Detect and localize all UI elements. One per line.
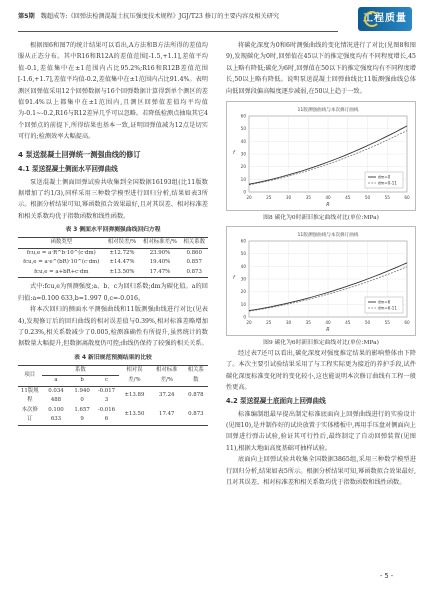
- table-cell: 37.24: [159, 392, 175, 399]
- x-tick-label: 60: [404, 320, 410, 326]
- x-tick-label: 40: [325, 320, 331, 326]
- legend-label: dm=6-11: [378, 305, 397, 311]
- y-tick-label: 60: [240, 113, 246, 119]
- header-rule: [18, 31, 338, 32]
- y-tick-label: 60: [240, 238, 246, 244]
- paragraph: 将本次回归的侧面水平测强曲线和11版测强曲线进行对比(见表4),发现修订后的回归曲线的相对误差值与0.39%,相对标准差略增加了0.23%,相关系数减少了0.005,检测准确性有所提升,虽然统计的数据数量大幅提升,但数据离散度仍可控;曲线仍保持了较强的相关关系。: [18, 306, 208, 348]
- paragraph: 式中:fcu,e为预测强度;a、b、c为回归系数;dm为碳化值。a的回归值:a=0.100 633,b=1.997 0,c=-0.016。: [18, 283, 208, 302]
- y-tick-label: 10: [240, 301, 246, 307]
- table-cell: 0.860: [186, 249, 202, 256]
- y-tick-label: 50: [240, 251, 246, 257]
- paragraph: 经过表7还可以看出,碳化深度对强度推定结果的影响整体由下降了。本次主要引试验结果采用了与工程实际更为接近的养护手段,试件碳化深度标准变化时的变化较小,这也能说明本次修订曲线有工程一般性更高。: [226, 350, 416, 392]
- x-axis-label: R: [326, 327, 330, 334]
- x-tick-label: 25: [266, 320, 272, 326]
- table-cell: fcu,e = a·R^b·10^(c·dm): [26, 249, 96, 256]
- subsection-heading: 4.1 泵送混凝土侧面水平回弹曲线: [18, 164, 118, 173]
- figure-legend-title: 11版测强曲线与本次修订曲线: [297, 233, 359, 239]
- figure-8: [226, 101, 416, 211]
- table-cell: ±14.47%: [109, 259, 135, 266]
- table-cell: 本次修订: [18, 406, 42, 426]
- subsection-heading: 4.2 泵送混凝土底面向上回弹曲线: [226, 396, 326, 405]
- y-tick-label: 30: [240, 151, 246, 157]
- right-column: [226, 40, 416, 489]
- x-tick-label: 50: [364, 195, 371, 201]
- x-tick-label: 60: [404, 195, 410, 201]
- table-header: 相对误差/%: [105, 238, 140, 249]
- x-tick-label: 50: [364, 320, 371, 326]
- journal-logo: 工程质量: [358, 7, 412, 31]
- table-cell: 0.873: [180, 268, 208, 278]
- x-tick-label: 55: [384, 320, 390, 326]
- table-cell: 19.40%: [149, 259, 171, 266]
- y-axis-label: f: [233, 150, 235, 157]
- table-header: a: [42, 376, 71, 387]
- table-cell: 1.657 9: [70, 406, 93, 426]
- y-tick-label: 0: [243, 314, 246, 320]
- table-header: b: [70, 376, 93, 387]
- x-axis-label: R: [326, 202, 330, 209]
- table-cell: 0.100 633: [42, 406, 71, 426]
- y-tick-label: 40: [240, 263, 246, 269]
- table-cell: fcu,e = a+bR+c·dm: [18, 268, 105, 278]
- header-title: 魏超成等:《回弹法检测混凝土抗压强度技术规程》JGJ/T23 修订的主要内容及相关研究: [40, 13, 280, 20]
- table-cell: ±13.50%: [105, 268, 140, 278]
- table-header: 相对误差/%: [119, 365, 150, 386]
- issue-label: 第5期: [18, 13, 35, 20]
- y-tick-label: 0: [243, 189, 246, 195]
- y-tick-label: 50: [240, 126, 246, 132]
- table-cell: 0.857: [186, 259, 202, 266]
- table-header: 相关系数: [180, 238, 208, 249]
- x-tick-label: 45: [345, 320, 351, 326]
- legend-label: dm=6: [378, 299, 391, 305]
- fig9-plot: [227, 227, 416, 335]
- x-tick-label: 55: [384, 195, 390, 201]
- fig8-plot: [227, 102, 416, 210]
- legend-label: dm=0-11: [378, 180, 397, 186]
- table-row: [18, 258, 208, 268]
- x-tick-label: 45: [345, 195, 351, 201]
- paragraph: 根据图6和图7的统计结果可以看出,A方法和B方法所得的差值均服从正态分布。其中R16和R12A的差值范围[-1.5,+1.1],差值平均值-0.1,差值集中在±1范围内占比95.2%;R16和R12B差值范围[-1.6,+1.7],差值平均值-0.2,差值集中在±1范围内占比91.4%。表明测区回弹值采用12个回弹数据与16个回弹数据计算得到单个测区的差值91.4%以上都集中在±1范围内,且测区回弹值差值均平均值为-0.1~-0.2,R16与R12差异几乎可以忽略。若降低检测点抽取其它4个回弹点的前提下,所得结果也基本一致,证明回弹值减为12点是切实可行的;检测效率大幅提高。: [18, 42, 208, 141]
- table-cell: ±13.89: [124, 392, 145, 399]
- table-cell: ±12.72%: [109, 249, 135, 256]
- figure-caption: 图8 碳化为0时新旧推定曲线对比(单位:MPa): [263, 215, 379, 222]
- table-cell: -0.017 3: [97, 387, 116, 404]
- table-row: [18, 248, 208, 258]
- x-tick-label: 20: [246, 320, 252, 326]
- page-number: - 5 -: [380, 572, 394, 580]
- table-header: 相对标准差/%: [150, 365, 184, 386]
- table-caption: 表 3 侧面水平回弹测强曲线回归方程: [65, 227, 161, 234]
- table-row: [18, 268, 208, 278]
- table-cell: 17.47: [150, 406, 184, 426]
- paragraph: 底面向上回弹试验共收集全国数据3865组,采用三种数学模型进行回归分析,结果如表5所示。根据分析结果可知,幂函数拟合效果最好,且对其误差、相对标准差和相关系数均优于指数函数和线性函数。: [226, 456, 416, 487]
- table-header: 相关系数: [184, 365, 208, 386]
- table-cell: 17.47%: [140, 268, 181, 278]
- left-column: [18, 40, 208, 426]
- table-row: [18, 386, 208, 406]
- table-row: [18, 406, 208, 426]
- x-tick-label: 30: [285, 320, 292, 326]
- table-header: 项目: [18, 365, 42, 386]
- y-tick-label: 20: [240, 164, 246, 170]
- table-caption: 表 4 新旧规范预测结果的比较: [74, 354, 152, 361]
- figure-legend-title: 11版测强曲线与本次修订曲线: [297, 108, 359, 114]
- table-header: 相对标准差/%: [140, 238, 181, 249]
- y-axis-label: f: [233, 275, 235, 282]
- x-tick-label: 35: [305, 195, 311, 201]
- table-header: 系数: [42, 365, 120, 376]
- y-tick-label: 40: [240, 138, 246, 144]
- paragraph: 将碳化深度为0和6时测强曲线的变化情况进行了对比(见图8和图9),发现碳化为0时,回弹值在45以下的推定强度均有不同程度增长,45以上略有降低;碳化为6时,回弹值在50以下的推定强度均有不同程度增长,50以上略有降低。说明泵送混凝土回弹曲线比11版测强曲线总体向低回弹段偏高幅度逐步减弱,在50以上趋于一致。: [226, 42, 416, 95]
- y-tick-label: 10: [240, 176, 246, 182]
- table-cell: 1.940 0: [74, 387, 90, 404]
- running-header: [18, 11, 410, 28]
- y-tick-label: 20: [240, 289, 246, 295]
- table-cell: fcu,e = a·e^(bR)·10^(c·dm): [23, 259, 100, 266]
- x-tick-label: 40: [325, 195, 331, 201]
- table-3: [18, 237, 208, 278]
- y-tick-label: 30: [240, 276, 246, 282]
- figure-caption: 图9 碳化为6时新旧推定曲线对比(单位:MPa): [263, 340, 379, 347]
- table-cell: 0.034 488: [48, 387, 64, 404]
- table-cell: ±13.50: [119, 406, 150, 426]
- section-heading: 4 泵送混凝土回弹统一测强曲线的修订: [18, 149, 141, 159]
- table-cell: 0.873: [184, 406, 208, 426]
- x-tick-label: 30: [285, 195, 292, 201]
- table-4: [18, 365, 208, 426]
- table-header: 函数类型: [18, 238, 105, 249]
- table-cell: 0.878: [188, 392, 204, 399]
- table-cell: 11版规程: [20, 387, 39, 404]
- table-cell: -0.016 6: [94, 406, 119, 426]
- paragraph: 泵送混凝土侧面回弹试验共收集到全国数据16193组(比11版数据增加了约1/3),同样采用三种数学模型进行回归分析,结果如表3所示。根据分析结果可知,幂函数拟合效果最好,且对其误差、相对标准差和相关系数均优于指数函数和线性函数。: [18, 178, 208, 220]
- figure-9: [226, 226, 416, 336]
- x-tick-label: 20: [246, 195, 252, 201]
- table-header: c: [94, 376, 119, 387]
- paragraph: 标准编制组最早提出制定标准底面向上回弹曲线进行的实验设计(见图10),是并制作好的试块放置于实体楼板中,再用手压盘对侧面向上回弹进行弹击试验,验证其可行性后,最终制定了自动回弹装置(见图11),根据大地面高度基础可抽样试验。: [226, 410, 416, 452]
- x-tick-label: 35: [305, 320, 311, 326]
- legend-label: dm=0: [378, 174, 391, 180]
- table-cell: 23.90%: [149, 249, 171, 256]
- x-tick-label: 25: [266, 195, 272, 201]
